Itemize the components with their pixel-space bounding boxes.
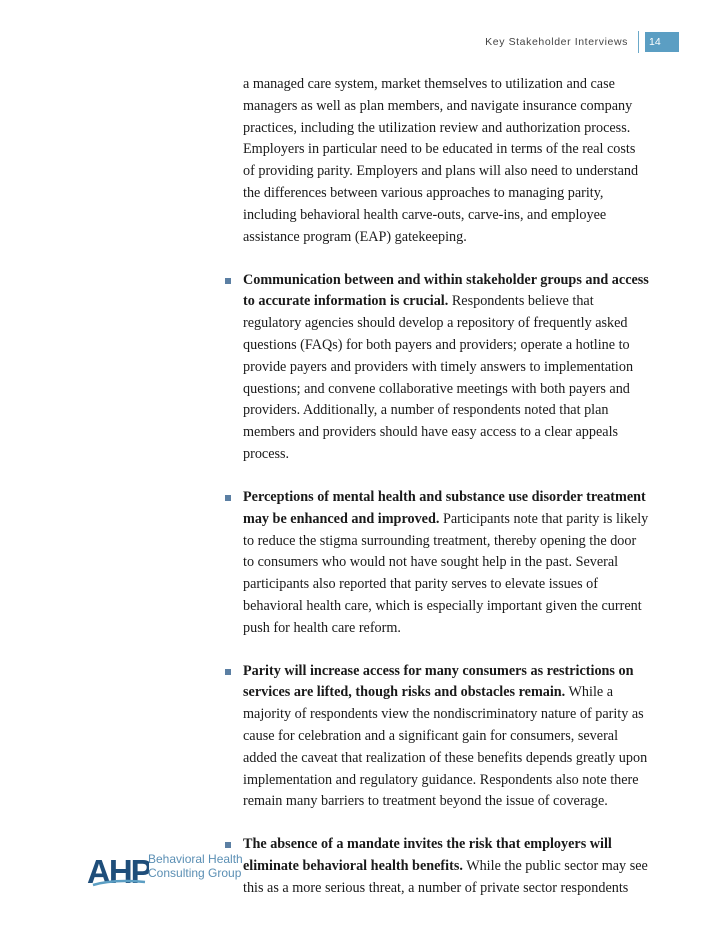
- ahp-logo-mark-icon: [87, 852, 149, 890]
- bullet-text: [243, 661, 650, 814]
- bullet-text: [243, 270, 650, 466]
- bullet-heading: Parity will increase access for many consumers as restrictions on services are lifted, though risks and obstacles remain.: [243, 662, 634, 701]
- bullet-body: Respondents believe that regulatory agencies should develop a repository of frequently asked questions (FAQs) for both payers and providers; operate a hotline to provide payers and providers with timely answers to implementation questions; and convene collaborative meetings with both payers and providers. Additionally, a number of respondents noted that plan members and providers should have easy access to a clear appeals process.: [243, 293, 634, 462]
- square-bullet-icon: [225, 278, 231, 284]
- bullet-heading: The absence of a mandate invites the risk that employers will eliminate behavioral health benefits.: [243, 836, 612, 875]
- section-title: Key Stakeholder Interviews: [485, 36, 628, 48]
- logo-wordmark: [148, 852, 243, 880]
- logo-mark-text: AHP: [87, 853, 149, 890]
- bullet-item: [225, 661, 650, 814]
- bullet-text: [243, 834, 650, 899]
- bullet-body: Participants note that parity is likely to reduce the stigma surrounding treatment, thereby opening the door to consumers who would not have sought help in the past. Several participants also reported that parity serves to elevate issues of behavioral health care, which is especially important given the current push for health care reform.: [243, 510, 649, 636]
- bullet-item: [225, 270, 650, 466]
- logo-line-1: Behavioral Health: [148, 852, 243, 866]
- bullet-heading: Perceptions of mental health and substance use disorder treatment may be enhanced and improved.: [243, 488, 646, 527]
- intro-paragraph: a managed care system, market themselves to utilization and case managers as well as plan members, and navigate insurance company practices, including the utilization review and authorization process. Employers in particular need to be educated in terms of the real costs of providing parity. Employers and plans will also need to understand the differences between various approaches to managing parity, including behavioral health carve-outs, carve-ins, and employee assistance program (EAP) gatekeeping.: [243, 76, 639, 245]
- bullet-text: [243, 487, 650, 640]
- square-bullet-icon: [225, 842, 231, 848]
- bullet-item: [225, 487, 650, 640]
- body-content: [225, 74, 650, 900]
- running-header: [485, 33, 679, 51]
- bullet-heading: Communication between and within stakeholder groups and access to accurate information is crucial.: [243, 271, 649, 310]
- logo-line-2: Consulting Group: [148, 866, 242, 880]
- page-number: 14: [645, 32, 679, 52]
- square-bullet-icon: [225, 495, 231, 501]
- square-bullet-icon: [225, 669, 231, 675]
- bullet-body: While the public sector may see this as a more serious threat, a number of private sector respondents: [243, 858, 648, 897]
- header-divider: [638, 31, 639, 53]
- ahp-logo: [87, 852, 257, 890]
- bullet-item: [225, 834, 650, 899]
- bullet-body: While a majority of respondents view the nondiscriminatory nature of parity as cause for celebration and a significant gain for consumers, several added the caveat that realization of these benefits depends greatly upon implementation and regulatory guidance. Respondents also note there remain many barriers to treatment beyond the issue of coverage.: [243, 684, 648, 810]
